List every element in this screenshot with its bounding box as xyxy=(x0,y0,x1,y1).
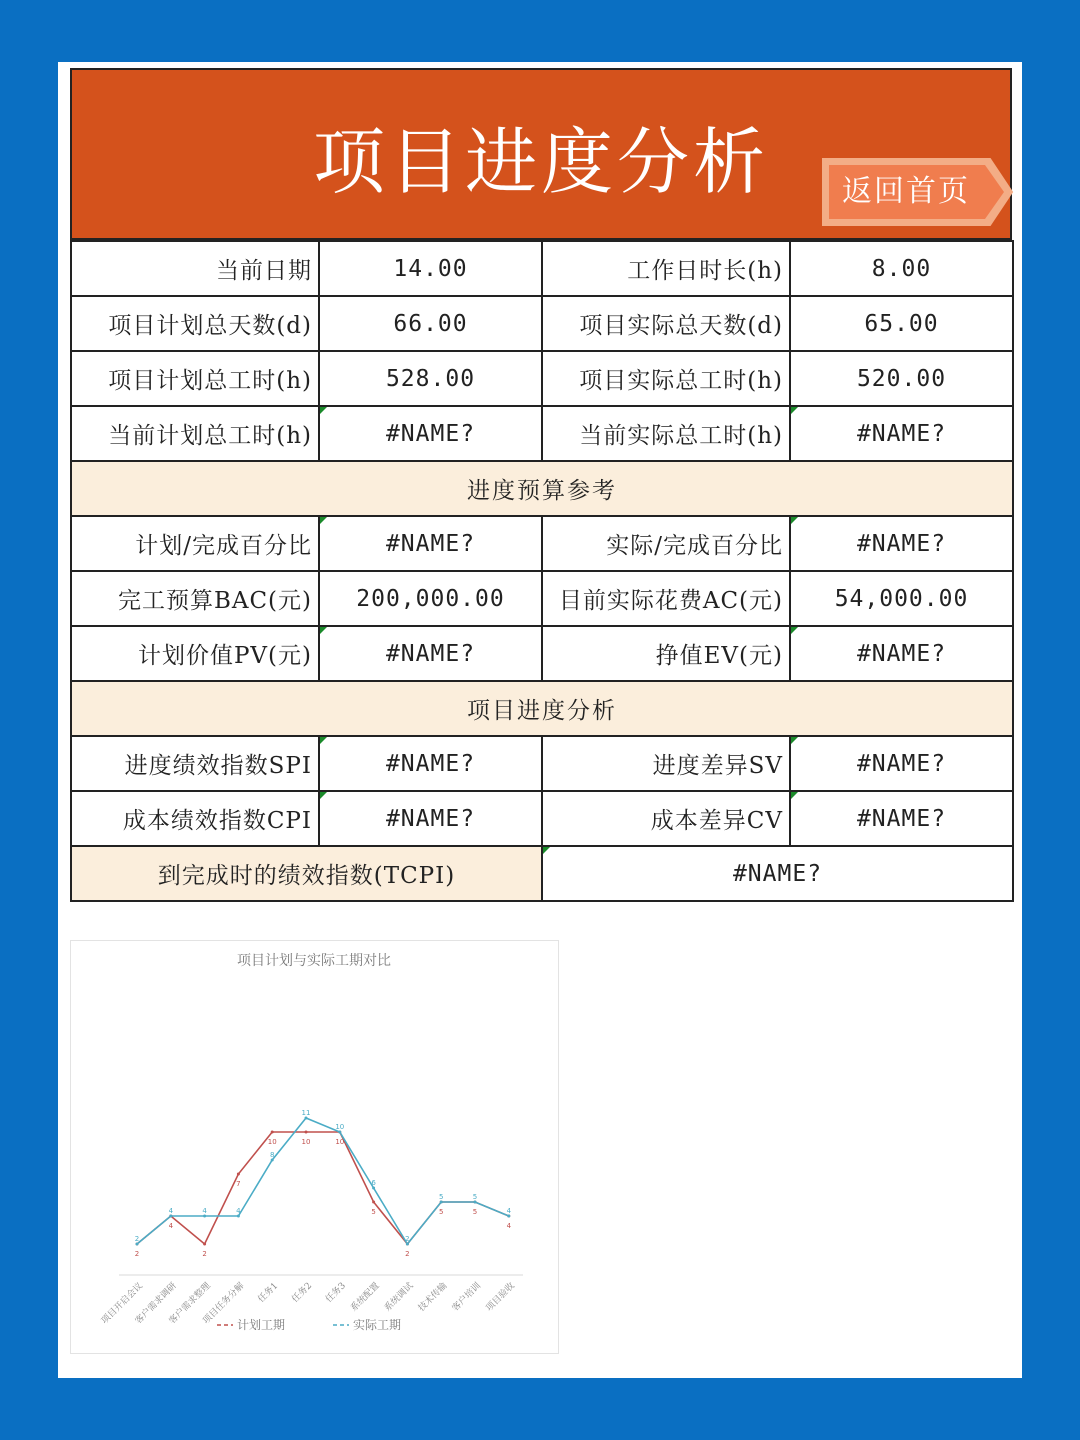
data-label: 10 xyxy=(267,1138,277,1146)
table-row xyxy=(71,736,1013,791)
x-tick-label: 任务3 xyxy=(324,1281,348,1305)
row-value-cell[interactable]: #NAME? xyxy=(790,516,1013,571)
data-label: 4 xyxy=(506,1207,512,1215)
row-value-cell[interactable]: #NAME? xyxy=(790,791,1013,846)
home-button-label: 返回首页 xyxy=(842,174,970,209)
data-label: 4 xyxy=(506,1222,512,1230)
section-header-analysis: 项目进度分析 xyxy=(71,681,1013,736)
chart-canvas xyxy=(71,941,558,1353)
table-row xyxy=(71,241,1013,296)
row-value-cell[interactable]: #NAME? xyxy=(319,626,542,681)
duration-comparison-chart xyxy=(70,940,559,1354)
legend-entry: 实际工期 xyxy=(353,1318,402,1332)
table-row xyxy=(71,571,1013,626)
row-label: 进度差异SV xyxy=(542,736,790,791)
data-point xyxy=(372,1201,375,1204)
table-row xyxy=(71,351,1013,406)
row-value-cell[interactable]: 520.00 xyxy=(790,351,1013,406)
row-label: 实际/完成百分比 xyxy=(542,516,790,571)
table-row xyxy=(71,791,1013,846)
data-label: 2 xyxy=(134,1250,140,1258)
data-label: 5 xyxy=(438,1193,444,1201)
data-point xyxy=(203,1243,206,1246)
table-row xyxy=(71,516,1013,571)
page-title: 项目进度分析 xyxy=(312,120,769,204)
x-tick-label: 客户需求整理 xyxy=(167,1281,213,1327)
data-label: 4 xyxy=(168,1207,174,1215)
x-tick-label: 项目任务分解 xyxy=(201,1281,247,1327)
x-tick-label: 技术传输 xyxy=(416,1281,450,1314)
data-label: 7 xyxy=(236,1180,241,1188)
row-value-cell[interactable]: #NAME? xyxy=(790,626,1013,681)
row-label: 当前实际总工时(h) xyxy=(542,406,790,461)
series-line-actual xyxy=(134,1118,509,1244)
row-value-cell[interactable]: 528.00 xyxy=(319,351,542,406)
row-value-cell[interactable]: #NAME? xyxy=(790,406,1013,461)
x-tick-label: 系统调试 xyxy=(382,1281,416,1314)
data-point xyxy=(271,1131,274,1134)
data-point xyxy=(237,1173,240,1176)
x-tick-label: 客户需求调研 xyxy=(133,1281,179,1327)
row-value-cell[interactable]: 8.00 xyxy=(790,241,1013,296)
data-label: 8 xyxy=(269,1151,275,1159)
data-label: 2 xyxy=(134,1235,140,1243)
row-value-cell[interactable]: 200,000.00 xyxy=(319,571,542,626)
table-row xyxy=(71,296,1013,351)
row-value-cell[interactable]: #NAME? xyxy=(790,736,1013,791)
data-label: 10 xyxy=(335,1138,345,1146)
table-row xyxy=(71,626,1013,681)
row-value-cell[interactable]: 66.00 xyxy=(319,296,542,351)
row-label: 工作日时长(h) xyxy=(542,241,790,296)
row-label: 进度绩效指数SPI xyxy=(71,736,319,791)
row-value-cell[interactable]: #NAME? xyxy=(319,406,542,461)
section-row xyxy=(71,681,1013,736)
data-label: 4 xyxy=(236,1207,241,1215)
row-value-cell[interactable]: #NAME? xyxy=(319,736,542,791)
data-label: 2 xyxy=(405,1235,410,1243)
tcpi-row xyxy=(71,846,1013,901)
series-line-plan xyxy=(134,1132,509,1244)
row-label: 当前日期 xyxy=(71,241,319,296)
row-label: 项目计划总工时(h) xyxy=(71,351,319,406)
data-label: 10 xyxy=(335,1123,345,1131)
x-tick-label: 项目开启会议 xyxy=(99,1281,146,1327)
section-row xyxy=(71,461,1013,516)
row-label: 完工预算BAC(元) xyxy=(71,571,319,626)
data-label: 11 xyxy=(301,1109,311,1117)
analysis-table xyxy=(70,240,1014,902)
data-label: 5 xyxy=(472,1208,478,1216)
row-label: 成本绩效指数CPI xyxy=(71,791,319,846)
data-label: 4 xyxy=(202,1207,207,1215)
row-label: 项目计划总天数(d) xyxy=(71,296,319,351)
x-tick-label: 系统配置 xyxy=(349,1281,382,1314)
row-label: 成本差异CV xyxy=(542,791,790,846)
row-value-cell[interactable]: 14.00 xyxy=(319,241,542,296)
row-value-cell[interactable]: 54,000.00 xyxy=(790,571,1013,626)
row-label: 当前计划总工时(h) xyxy=(71,406,319,461)
row-label: 项目实际总天数(d) xyxy=(542,296,790,351)
section-header-budget: 进度预算参考 xyxy=(71,461,1013,516)
row-label: 项目实际总工时(h) xyxy=(542,351,790,406)
data-label: 6 xyxy=(371,1179,376,1187)
x-tick-label: 任务2 xyxy=(290,1281,315,1305)
row-label: 目前实际花费AC(元) xyxy=(542,571,790,626)
tcpi-value-cell[interactable]: #NAME? xyxy=(542,846,1013,901)
home-button[interactable] xyxy=(822,158,1014,226)
row-label: 计划/完成百分比 xyxy=(71,516,319,571)
row-value-cell[interactable]: 65.00 xyxy=(790,296,1013,351)
data-label: 2 xyxy=(202,1250,207,1258)
tcpi-label: 到完成时的绩效指数(TCPI) xyxy=(71,846,542,901)
row-label: 计划价值PV(元) xyxy=(71,626,319,681)
data-label: 5 xyxy=(371,1208,376,1216)
data-label: 2 xyxy=(405,1250,410,1258)
x-tick-label: 客户培训 xyxy=(450,1281,484,1314)
data-label: 5 xyxy=(438,1208,444,1216)
row-label: 挣值EV(元) xyxy=(542,626,790,681)
x-tick-label: 项目验收 xyxy=(484,1281,517,1314)
row-value-cell[interactable]: #NAME? xyxy=(319,791,542,846)
legend-entry: 计划工期 xyxy=(237,1318,286,1332)
table-row xyxy=(71,406,1013,461)
data-label: 10 xyxy=(301,1138,311,1146)
data-label: 4 xyxy=(168,1222,174,1230)
spreadsheet-sheet xyxy=(58,62,1022,1378)
data-label: 5 xyxy=(472,1193,478,1201)
chart-title: 项目计划与实际工期对比 xyxy=(237,953,391,969)
x-tick-label: 任务1 xyxy=(256,1281,281,1305)
data-point xyxy=(305,1131,308,1134)
row-value-cell[interactable]: #NAME? xyxy=(319,516,542,571)
